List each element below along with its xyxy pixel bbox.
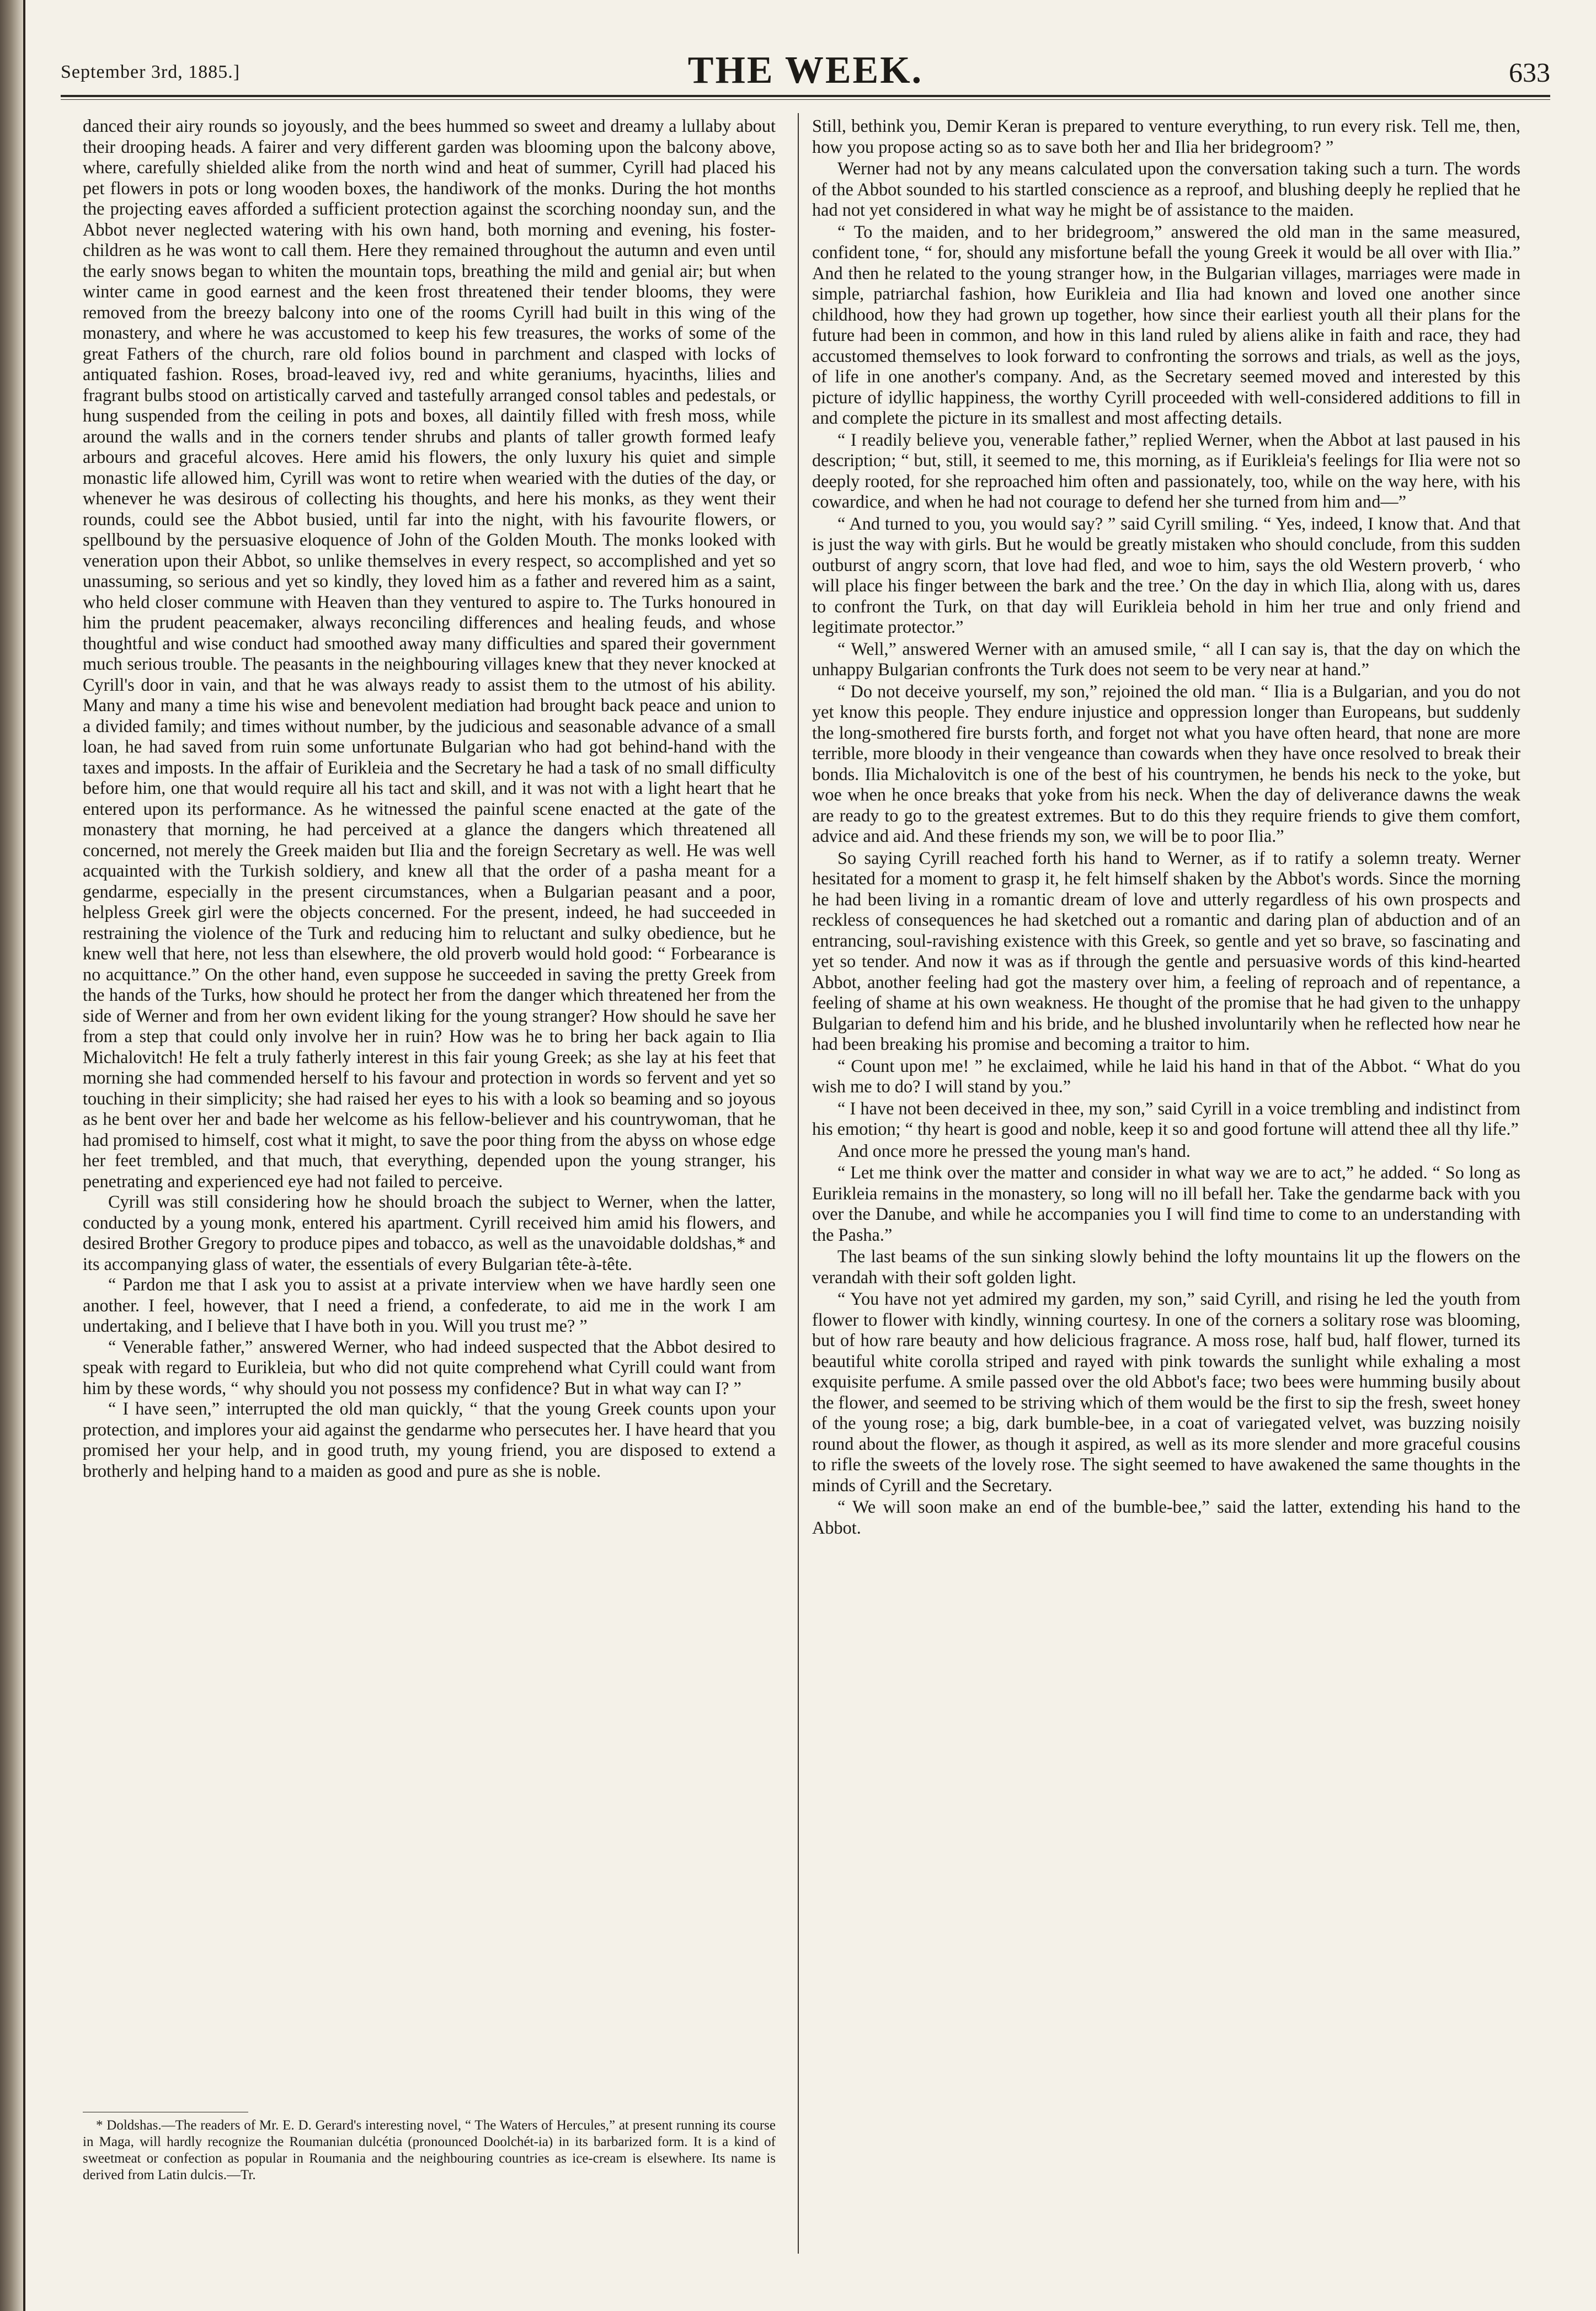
- binding-edge: [23, 0, 25, 2311]
- right-paragraph: “ You have not yet admired my garden, my son,” said Cyrill, and rising he led the youth from flower to flower with kindly, winning courtesy. In one of the corners a solitary rose was blooming, but of how rare beauty and how delicious fragrance. A moss rose, half bud, half flower, turned its beautiful white corolla striped and rayed with pink towards the sunlight while exhaling a most exquisite perfume. A smile passed over the old Abbot's face; two bees were humming busily about the flower, and seemed to be striving which of them would be the first to sip the fresh, sweet honey of the young rose; a big, dark bumble-bee, in a coat of variegated velvet, was buzzing noisily round about the flower, as though it aspired, as well as its more slender and more graceful cousins to rifle the sweets of the lovely rose. The sight seemed to have awakened the same thoughts in the minds of Cyrill and the Secretary.: [812, 1289, 1520, 1495]
- right-paragraph: Werner had not by any means calculated upon the conversation taking such a turn. The words of the Abbot sounded to his startled conscience as a reproof, and blushing deeply he replied that he had not yet considered in what way he might be of assistance to the maiden.: [812, 158, 1520, 220]
- right-paragraph: “ I have not been deceived in thee, my son,” said Cyrill in a voice trembling and indistinct from his emotion; “ thy heart is good and noble, keep it so and good fortune will attend thee all thy life.”: [812, 1098, 1520, 1139]
- left-paragraph: “ Venerable father,” answered Werner, who had indeed suspected that the Abbot desired to speak with regard to Eurikleia, but who did not quite comprehend what Cyrill could want from him by these words, “ why should you not possess my confidence? But in what way can I? ”: [83, 1336, 776, 1398]
- right-paragraph: “ To the maiden, and to her bridegroom,” answered the old man in the same measured, confident tone, “ for, should any misfortune befall the young Greek it would be all over with Ilia.” And then he related to the young stranger how, in the Bulgarian villages, marriages were made in simple, patriarchal fashion, how Eurikleia and Ilia had known and loved one another since childhood, how they had grown up together, how since their earliest youth all their plans for the future had been in common, and how in this land ruled by aliens alike in faith and race, they had accustomed themselves to look forward to confronting the sorrows and trials, as well as the joys, of life in one another's company. And, as the Secretary seemed moved and interested by this picture of idyllic happiness, the worthy Cyrill proceeded with well-considered additions to fill in and complete the picture in its smallest and most affecting details.: [812, 221, 1520, 428]
- footnote-text: * Doldshas.—The readers of Mr. E. D. Gerard's interesting novel, “ The Waters of Hercules,” at present running its course in Maga, will hardly recognize the Roumanian dulcétia (pronounced Doolchét-ia) in its barbarized form. It is a kind of sweetmeat or confection as popular in Roumania and the neighbouring countries as ice-cream is elsewhere. Its name is derived from Latin dulcis.—Tr.: [83, 2118, 776, 2182]
- left-paragraph: danced their airy rounds so joyously, and the bees hummed so sweet and dreamy a lullaby about their drooping heads. A fairer and very different garden was blooming upon the balcony above, where, carefully shielded alike from the north wind and heat of summer, Cyrill had placed his pet flowers in pots or long wooden boxes, the handiwork of the monks. During the hot months the projecting eaves afforded a sufficient protection against the scorching noonday sun, and the Abbot never neglected watering with his own hand, both morning and evening, his foster-children as he was wont to call them. Here they remained throughout the autumn and even until the early snows began to whiten the mountain tops, breathing the mild and genial air; but when winter came in good earnest and the keen frost threatened their tender blooms, they were removed from the breezy balcony into one of the rooms Cyrill had built in this wing of the monastery, and where he was accustomed to keep his few treasures, the works of some of the great Fathers of the church, rare old folios bound in parchment and clasped with locks of antiquated fashion. Roses, broad-leaved ivy, red and white geraniums, hyacinths, lilies and fragrant bulbs stood on artistically carved and tastefully arranged consol tables and pedestals, or hung suspended from the ceiling in pots and boxes, all daintily filled with fresh moss, while around the walls and in the corners tender shrubs and plants of taller growth formed leafy arbours and graceful alcoves. Here amid his flowers, the only luxury his quiet and simple monastic life allowed him, Cyrill was wont to retire when wearied with the duties of the day, or whenever he was desirous of collecting his thoughts, and here his monks, as they went their rounds, could see the Abbot busied, until far into the night, with his favourite flowers, or spellbound by the persuasive eloquence of John of the Golden Mouth. The monks looked with veneration upon their Abbot, so unlike themselves in every respect, so accomplished and yet so unassuming, so serious and yet so kindly, they loved him as a father and revered him as a saint, who held closer commune with Heaven than they ventured to aspire to. The Turks honoured in him the prudent peacemaker, always reconciling differences and healing feuds, and whose thoughtful and wise conduct had smoothed away many difficulties and spared their government much serious trouble. The peasants in the neighbouring villages knew that they never knocked at Cyrill's door in vain, and that he was always ready to assist them to the utmost of his ability. Many and many a time his wise and benevolent mediation had brought back peace and union to a divided family; and times without number, by the judicious and seasonable advance of a small loan, he had saved from ruin some unfortunate Bulgarian who had got behind-hand with the taxes and imposts. In the affair of Eurikleia and the Secretary he had a task of no small difficulty before him, one that would require all his tact and skill, and it was not with a light heart that he entered upon its performance. As he witnessed the painful scene enacted at the gate of the monastery that morning, he had perceived at a glance the dangers which threatened all concerned, not merely the Greek maiden but Ilia and the foreign Secretary as well. He was well acquainted with the Turkish soldiery, and knew all that the order of a pasha meant for a gendarme, especially in the present circumstances, when a Bulgarian peasant and a poor, helpless Greek girl were the objects concerned. For the present, indeed, he had succeeded in restraining the violence of the Turk and reducing him to reluctant and sulky obedience, but he knew well that here, not less than elsewhere, the old proverb would hold good: “ Forbearance is no acquittance.” On the other hand, even suppose he succeeded in saving the pretty Greek from the hands of the Turks, how should he protect her from the danger which threatened her from the side of Werner and from her own evident liking for the young stranger? How should he save her from a step that could only involve her in ruin? How was he to bring her back again to Ilia Michalovitch! He felt a truly fatherly interest in this fair young Greek; as she lay at his feet that morning she had commended herself to his favour and protection in words so fervent and yet so touching in their simplicity; she had raised her eyes to his with a look so beaming and so joyous as he bent over her and bade her welcome as his fellow-believer and his countrywoman, that he had promised to himself, cost what it might, to save the poor thing from the abyss on whose edge her feet trembled, and that much, that everything, depended upon the young stranger, his penetrating and experienced eye had not failed to perceive.: [83, 116, 776, 1191]
- header-title: THE WEEK.: [687, 49, 924, 92]
- right-paragraph: The last beams of the sun sinking slowly behind the lofty mountains lit up the flowers on the verandah with their soft golden light.: [812, 1246, 1520, 1287]
- left-paragraph: “ I have seen,” interrupted the old man quickly, “ that the young Greek counts upon your protection, and implores your aid against the gendarme who persecutes her. I have heard that you promised her your help, and in good truth, my young friend, you are disposed to extend a brotherly and helping hand to a maiden as good and pure as she is noble.: [83, 1399, 776, 1481]
- book-binding-shadow: [0, 0, 23, 2311]
- left-paragraph: “ Pardon me that I ask you to assist at a private interview when we have hardly seen one another. I feel, however, that I need a friend, a confederate, to aid me in the work I am undertaking, and I believe that I have both in you. Will you trust me? ”: [83, 1274, 776, 1336]
- right-paragraph: “ Count upon me! ” he exclaimed, while he laid his hand in that of the Abbot. “ What do you wish me to do? I will stand by you.”: [812, 1055, 1520, 1096]
- header-rule-thick: [61, 95, 1550, 97]
- header-rule-thin: [61, 99, 1550, 100]
- right-paragraph: “ And turned to you, you would say? ” said Cyrill smiling. “ Yes, indeed, I know that. And that is just the way with girls. But he would be greatly mistaken who should conclude, from this sudden outburst of angry scorn, that love had fled, and woe to him, says the old Western proverb, ‘ who will place his finger between the bark and the tree.’ On the day in which Ilia, along with us, dares to confront the Turk, on that day will Eurikleia behold in him her true and only friend and legitimate protector.”: [812, 513, 1520, 637]
- right-paragraph: “ I readily believe you, venerable father,” replied Werner, when the Abbot at last paused in his description; “ but, still, it seemed to me, this morning, as if Eurikleia's feelings for Ilia were not so deeply rooted, for she reproached him often and passionately, too, while on the way here, with his cowardice, and when he had not courage to defend her she turned from him and—”: [812, 429, 1520, 511]
- left-column: [83, 116, 776, 1481]
- column-divider: [798, 113, 799, 2254]
- right-paragraph: “ Well,” answered Werner with an amused smile, “ all I can say is, that the day on which the unhappy Bulgarian confronts the Turk does not seem to be very near at hand.”: [812, 638, 1520, 679]
- page-header: [61, 49, 1550, 93]
- right-column: [812, 116, 1520, 1539]
- header-page-number: 633: [1509, 57, 1550, 88]
- right-paragraph: Still, bethink you, Demir Keran is prepared to venture everything, to run every risk. Tell me, then, how you propose acting so as to save both her and Ilia her bridegroom? ”: [812, 116, 1520, 157]
- left-paragraph: Cyrill was still considering how he should broach the subject to Werner, when the latter, conducted by a young monk, entered his apartment. Cyrill received him amid his flowers, and desired Brother Gregory to produce pipes and tobacco, as well as the unavoidable doldshas,* and its accompanying glass of water, the essentials of every Bulgarian tête-à-tête.: [83, 1192, 776, 1274]
- right-paragraph: So saying Cyrill reached forth his hand to Werner, as if to ratify a solemn treaty. Werner hesitated for a moment to grasp it, he felt himself shaken by the Abbot's words. Since the morning he had been living in a romantic dream of love and utterly regardless of his own prospects and reckless of consequences he had sketched out a romantic and daring plan of abduction and of an entrancing, soul-ravishing existence with this Greek, so gentle and yet so brave, so fascinating and yet so tender. And now it was as if through the gentle and persuasive words of this kind-hearted Abbot, another feeling had got the mastery over him, a feeling of reproach and of repentance, a feeling of shame at his own weakness. He thought of the promise that he had given to the unhappy Bulgarian to defend him and his bride, and he blushed involuntarily when he reflected how near he had been breaking his promise and becoming a traitor to him.: [812, 847, 1520, 1054]
- right-paragraph: And once more he pressed the young man's hand.: [837, 1140, 1191, 1161]
- right-paragraph: “ Let me think over the matter and consider in what way we are to act,” he added. “ So long as Eurikleia remains in the monastery, so long will no ill befall her. Take the gendarme back with you over the Danube, and while he accompanies you I will find time to come to an understanding with the Pasha.”: [812, 1162, 1520, 1245]
- right-paragraph: “ Do not deceive yourself, my son,” rejoined the old man. “ Ilia is a Bulgarian, and you do not yet know this people. They endure injustice and oppression longer than Europeans, but suddenly the long-smothered fire bursts forth, and forget not what you have often heard, that none are more terrible, more bloody in their vengeance than cowards when they have once resolved to break their bonds. Ilia Michalovitch is one of the best of his countrymen, he bends his neck to the yoke, but woe when he once breaks that yoke from his neck. When the day of deliverance dawns the weak are ready to go to the greatest extremes. But to do this they require friends to give them comfort, advice and aid. And these friends my son, we will be to poor Ilia.”: [812, 681, 1520, 846]
- header-date: September 3rd, 1885.]: [61, 62, 241, 82]
- right-paragraph: “ We will soon make an end of the bumble-bee,” said the latter, extending his hand to the Abbot.: [812, 1497, 1520, 1538]
- footnote: [83, 2117, 776, 2184]
